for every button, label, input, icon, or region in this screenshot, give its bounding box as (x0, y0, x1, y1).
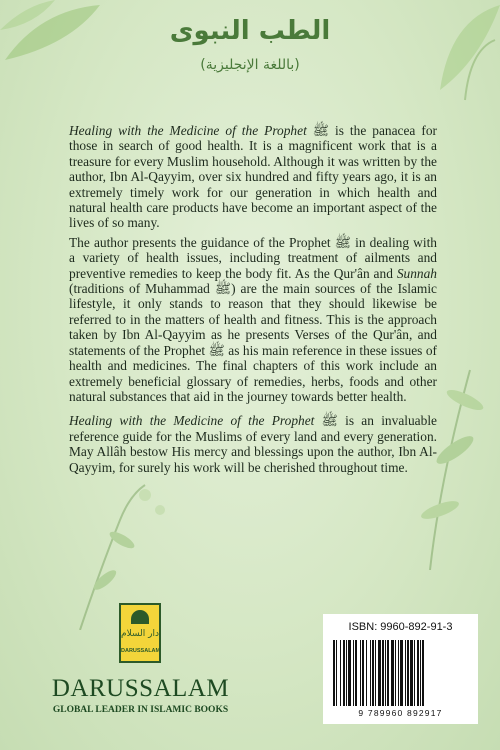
barcode-digits: 9 789960 892917 (358, 708, 443, 718)
logo-english: DARUSSALAM (121, 648, 161, 654)
book-title-italic: Healing with the Medicine of the Prophet (69, 123, 307, 138)
blurb-paragraph-2 (69, 235, 437, 404)
sunnah-italic: Sunnah (396, 265, 437, 281)
arabic-title: الطب النبوى (169, 16, 331, 46)
book-title-italic: Healing with the Medicine of the Prophet (69, 413, 315, 429)
paragraph-text: ﷺ is the panacea for those in search of good health. It is a magnificent work that is a treasure for every Muslim household. Although it was written by the author, Ibn Al-Qayyim, over six hundred and fifty years ago, it is an extremely timely work for our generation in which health and natural health care products have become an important aspect of the lives of so many. (69, 123, 437, 231)
blurb (69, 123, 437, 479)
barcode-panel (323, 614, 478, 724)
publisher-tagline: GLOBAL LEADER IN ISLAMIC BOOKS (52, 705, 229, 715)
isbn-label: ISBN: 9960-892-91-3 (348, 621, 453, 633)
logo-arabic: دار السلام (121, 629, 159, 639)
arabic-subtitle: (باللغة الإنجليزية) (200, 57, 300, 73)
blurb-paragraph-3 (69, 413, 437, 475)
dome-icon (131, 610, 149, 624)
paragraph-text: (traditions of Muhammad ﷺ) are the main sources of the Islamic lifestyle, it only stands to reason that they should likewise be referred to in the matters of health and fitness. This is the approach taken by Ibn Al-Qayyim as he presents Verses of the Qur'ân, and statements of the Prophet ﷺ as his main reference in these issues of health and medicines. The final chapters of this work include an extremely beneficial glossary of remedies, herbs, foods and other natural substances that aid in the journey towards better health. (69, 281, 437, 404)
barcode-icon (333, 640, 468, 706)
publisher-logo (119, 603, 161, 663)
blurb-paragraph-1 (69, 123, 437, 231)
paragraph-text: The author presents the guidance of the Prophet ﷺ in dealing with a variety of health issues, including treatment of ailments and preventive remedies to keep the body fit. As the Qur'ân and (69, 234, 437, 281)
paragraph-text: ﷺ is an invaluable reference guide for the Muslims of every land and every generation. May Allâh bestow His mercy and blessings upon the author, Ibn Al-Qayyim, for surely his work will be cherished throughout time. (69, 413, 437, 475)
publisher-name: DARUSSALAM (51, 675, 230, 702)
